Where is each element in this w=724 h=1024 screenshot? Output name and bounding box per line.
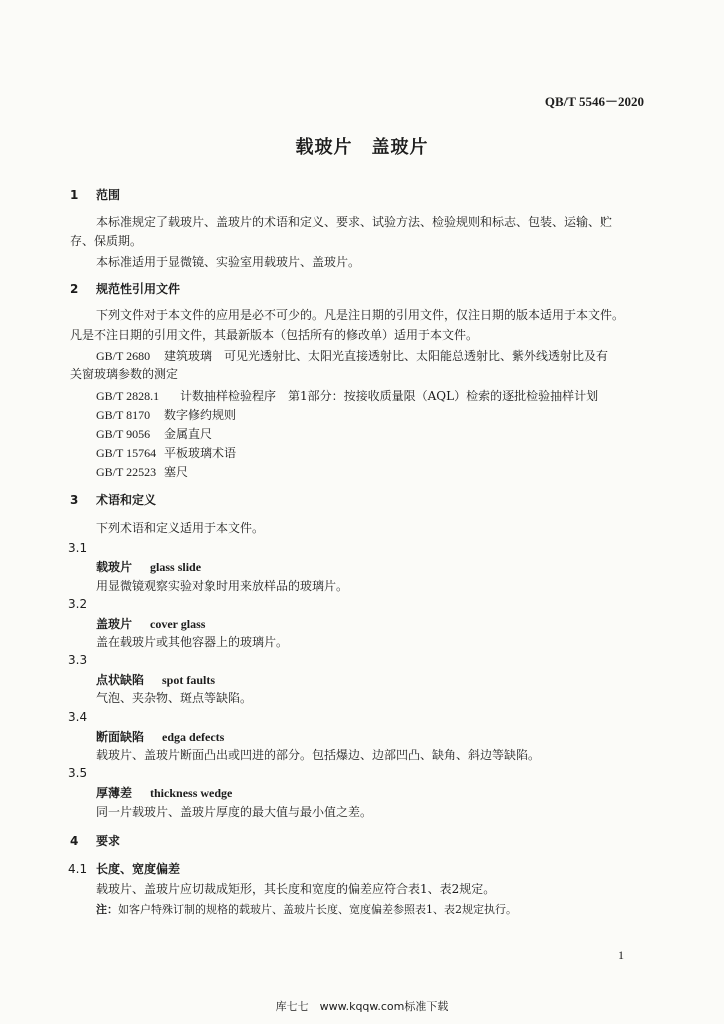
term-entry: 点状缺陷 spot faults (96, 673, 216, 687)
term-entry: 厚薄差 thickness wedge (96, 786, 233, 800)
reference-item: GB/T 15764 平板玻璃术语 (96, 446, 237, 460)
term-definition: 用显微镜观察实验对象时用来放样品的玻璃片。 (96, 579, 349, 593)
section-heading-requirements: 4 要求 (70, 834, 121, 848)
paragraph: 下列术语和定义适用于本文件。 (96, 521, 265, 535)
section-heading-terms: 3 术语和定义 (70, 493, 157, 507)
reference-item: GB/T 9056 金属直尺 (96, 427, 213, 441)
paragraph: 关窗玻璃参数的测定 (70, 367, 179, 381)
subsection-heading: 4.1 长度、宽度偏差 (68, 862, 181, 876)
paragraph: 本标准规定了载玻片、盖玻片的术语和定义、要求、试验方法、检验规则和标志、包装、运输、贮 (96, 215, 613, 229)
paragraph: 本标准适用于显微镜、实验室用载玻片、盖玻片。 (96, 255, 361, 269)
document-title: 载玻片 盖玻片 (295, 137, 429, 158)
term-entry: 盖玻片 cover glass (96, 617, 206, 631)
standard-code: QB/T 5546－2020 (544, 94, 644, 109)
term-definition: 盖在载玻片或其他容器上的玻璃片。 (96, 635, 289, 649)
paragraph: 载玻片、盖玻片应切裁成矩形，其长度和宽度的偏差应符合表1、表2规定。 (96, 882, 496, 896)
note: 注：如客户特殊订制的规格的载玻片、盖玻片长度、宽度偏差参照表1、表2规定执行。 (96, 903, 517, 916)
section-heading-scope: 1 范围 (70, 188, 121, 202)
page-number: 1 (618, 948, 624, 962)
section-heading-normative: 2 规范性引用文件 (70, 282, 181, 296)
reference-item: GB/T 8170 数字修约规则 (96, 408, 237, 422)
clause-number: 3.5 (68, 766, 88, 780)
clause-number: 3.2 (68, 597, 88, 611)
term-entry: 载玻片 glass slide (96, 560, 202, 574)
term-definition: 同一片载玻片、盖玻片厚度的最大值与最小值之差。 (96, 805, 373, 819)
clause-number: 3.4 (68, 710, 88, 724)
term-definition: 载玻片、盖玻片断面凸出或凹进的部分。包括爆边、边部凹凸、缺角、斜边等缺陷。 (96, 748, 541, 762)
paragraph: 下列文件对于本文件的应用是必不可少的。凡是注日期的引用文件，仅注日期的版本适用于本文件。 (96, 308, 625, 322)
paragraph: 凡是不注日期的引用文件，其最新版本（包括所有的修改单）适用于本文件。 (70, 328, 479, 342)
term-definition: 气泡、夹杂物、斑点等缺陷。 (96, 691, 253, 705)
term-entry: 断面缺陷 edga defects (96, 730, 225, 744)
reference-item: GB/T 2828.1 计数抽样检验程序 第1部分：按接收质量限（AQL）检索的逐批检验抽样计划 (96, 389, 599, 403)
reference-item: GB/T 2680 建筑玻璃 可见光透射比、太阳光直接透射比、太阳能总透射比、紫外线透射比及有 (96, 349, 609, 363)
footer-watermark: 库七七 www.kqqw.com标准下载 (275, 1000, 449, 1013)
reference-item: GB/T 22523 塞尺 (96, 465, 189, 479)
clause-number: 3.3 (68, 653, 88, 667)
paragraph: 存、保质期。 (70, 234, 143, 248)
clause-number: 3.1 (68, 541, 88, 555)
